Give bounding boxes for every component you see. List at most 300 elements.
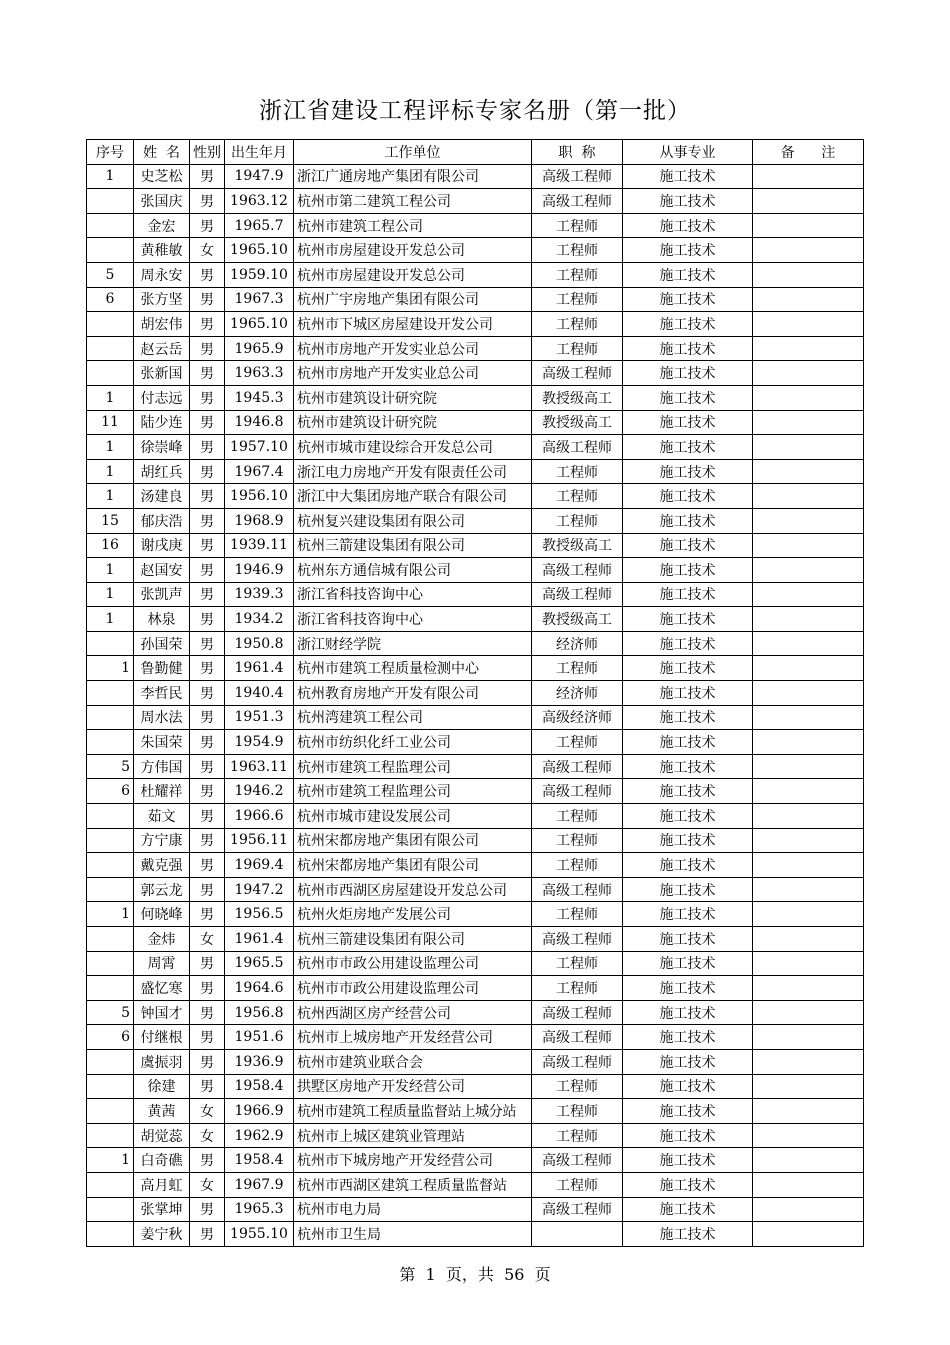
cell-title: 工程师 [532,287,623,312]
cell-remark [753,164,864,189]
cell-name: 郁庆浩 [134,508,190,533]
cell-seq [87,1123,134,1148]
cell-unit: 杭州市房地产开发实业总公司 [294,336,532,361]
cell-gender: 男 [190,262,225,287]
cell-seq [87,1074,134,1099]
page-title: 浙江省建设工程评标专家名册（第一批） [259,98,691,124]
cell-unit: 杭州教育房地产开发有限公司 [294,681,532,706]
cell-seq [87,238,134,263]
cell-gender: 男 [190,361,225,386]
cell-birth: 1969.4 [225,853,294,878]
cell-remark [753,1074,864,1099]
cell-unit: 杭州市建筑设计研究院 [294,385,532,410]
table-row [87,262,864,287]
cell-birth: 1939.3 [225,582,294,607]
table-row [87,1172,864,1197]
cell-birth: 1963.11 [225,754,294,779]
cell-unit: 杭州复兴建设集团有限公司 [294,508,532,533]
cell-remark [753,631,864,656]
cell-name: 汤建良 [134,484,190,509]
cell-gender: 男 [190,484,225,509]
cell-birth: 1954.9 [225,730,294,755]
cell-seq [87,631,134,656]
cell-seq: 16 [87,533,134,558]
header-remark: 备 注 [753,140,864,165]
cell-remark [753,877,864,902]
cell-unit: 杭州市西湖区建筑工程质量监督站 [294,1172,532,1197]
cell-title: 工程师 [532,484,623,509]
cell-specialty: 施工技术 [623,730,753,755]
cell-unit: 杭州宋都房地产集团有限公司 [294,828,532,853]
table-row [87,385,864,410]
cell-name: 茹文 [134,804,190,829]
cell-specialty: 施工技术 [623,336,753,361]
table-row [87,730,864,755]
cell-remark [753,1000,864,1025]
cell-gender: 男 [190,705,225,730]
cell-title: 工程师 [532,1099,623,1124]
table-row [87,533,864,558]
cell-title: 工程师 [532,804,623,829]
cell-title: 工程师 [532,951,623,976]
cell-specialty: 施工技术 [623,1074,753,1099]
table-row [87,631,864,656]
cell-birth: 1951.6 [225,1025,294,1050]
cell-birth: 1956.5 [225,902,294,927]
cell-title: 高级工程师 [532,189,623,214]
cell-seq: 1 [87,582,134,607]
cell-title: 教授级高工 [532,533,623,558]
cell-name: 付志远 [134,385,190,410]
cell-gender: 男 [190,656,225,681]
cell-birth: 1961.4 [225,927,294,952]
cell-birth: 1946.9 [225,558,294,583]
cell-remark [753,853,864,878]
cell-birth: 1965.9 [225,336,294,361]
cell-title: 高级工程师 [532,361,623,386]
cell-title: 工程师 [532,730,623,755]
table-row [87,213,864,238]
cell-birth: 1950.8 [225,631,294,656]
table-row [87,804,864,829]
cell-remark [753,361,864,386]
table-row [87,484,864,509]
cell-name: 朱国荣 [134,730,190,755]
cell-remark [753,262,864,287]
cell-name: 付继根 [134,1025,190,1050]
table-row [87,459,864,484]
cell-specialty: 施工技术 [623,1197,753,1222]
cell-seq [87,853,134,878]
cell-birth: 1965.10 [225,312,294,337]
cell-gender: 男 [190,459,225,484]
table-row [87,1197,864,1222]
cell-unit: 杭州市建筑设计研究院 [294,410,532,435]
cell-specialty: 施工技术 [623,828,753,853]
cell-gender: 男 [190,681,225,706]
cell-remark [753,976,864,1001]
cell-name: 高月虹 [134,1172,190,1197]
cell-title: 工程师 [532,828,623,853]
cell-remark [753,533,864,558]
cell-title [532,1222,623,1247]
cell-title: 高级工程师 [532,1197,623,1222]
cell-birth: 1967.9 [225,1172,294,1197]
cell-birth: 1967.4 [225,459,294,484]
cell-seq [87,705,134,730]
cell-unit: 拱墅区房地产开发经营公司 [294,1074,532,1099]
table-row [87,1000,864,1025]
cell-specialty: 施工技术 [623,508,753,533]
table-row [87,607,864,632]
cell-birth: 1956.11 [225,828,294,853]
cell-seq [87,189,134,214]
cell-remark [753,508,864,533]
cell-name: 钟国才 [134,1000,190,1025]
cell-birth: 1966.6 [225,804,294,829]
cell-gender: 女 [190,1123,225,1148]
cell-seq: 6 [87,287,134,312]
cell-birth: 1963.12 [225,189,294,214]
cell-birth: 1957.10 [225,435,294,460]
cell-specialty: 施工技术 [623,213,753,238]
cell-name: 胡红兵 [134,459,190,484]
cell-name: 金炜 [134,927,190,952]
cell-gender: 男 [190,410,225,435]
cell-unit: 浙江电力房地产开发有限责任公司 [294,459,532,484]
table-row [87,410,864,435]
cell-title: 高级工程师 [532,558,623,583]
cell-specialty: 施工技术 [623,681,753,706]
cell-name: 张掌坤 [134,1197,190,1222]
cell-remark [753,1123,864,1148]
cell-gender: 女 [190,1099,225,1124]
cell-remark [753,927,864,952]
cell-specialty: 施工技术 [623,1148,753,1173]
cell-gender: 男 [190,582,225,607]
cell-specialty: 施工技术 [623,558,753,583]
cell-remark [753,1148,864,1173]
cell-name: 黄茜 [134,1099,190,1124]
cell-seq [87,336,134,361]
cell-name: 张新国 [134,361,190,386]
cell-unit: 杭州市市政公用建设监理公司 [294,951,532,976]
cell-gender: 男 [190,287,225,312]
cell-seq [87,951,134,976]
header-unit: 工作单位 [294,140,532,165]
cell-gender: 男 [190,312,225,337]
cell-gender: 男 [190,877,225,902]
cell-gender: 女 [190,238,225,263]
cell-remark [753,558,864,583]
table-row [87,779,864,804]
cell-unit: 浙江省科技咨询中心 [294,607,532,632]
cell-name: 金宏 [134,213,190,238]
cell-birth: 1965.10 [225,238,294,263]
cell-unit: 杭州市房屋建设开发总公司 [294,262,532,287]
cell-remark [753,656,864,681]
cell-birth: 1958.4 [225,1148,294,1173]
cell-remark [753,730,864,755]
cell-name: 周永安 [134,262,190,287]
cell-name: 赵国安 [134,558,190,583]
cell-seq: 1 [87,558,134,583]
cell-gender: 男 [190,558,225,583]
cell-title: 教授级高工 [532,410,623,435]
cell-remark [753,1222,864,1247]
cell-unit: 杭州市电力局 [294,1197,532,1222]
cell-birth: 1968.9 [225,508,294,533]
table-row [87,287,864,312]
cell-specialty: 施工技术 [623,459,753,484]
cell-birth: 1962.9 [225,1123,294,1148]
cell-specialty: 施工技术 [623,164,753,189]
cell-name: 张方坚 [134,287,190,312]
table-row [87,336,864,361]
cell-title: 工程师 [532,1074,623,1099]
cell-birth: 1966.9 [225,1099,294,1124]
cell-seq [87,213,134,238]
cell-title: 工程师 [532,238,623,263]
cell-seq: 1 [87,164,134,189]
cell-name: 戴克强 [134,853,190,878]
cell-unit: 杭州市房地产开发实业总公司 [294,361,532,386]
cell-specialty: 施工技术 [623,1172,753,1197]
cell-title: 工程师 [532,656,623,681]
cell-specialty: 施工技术 [623,976,753,1001]
cell-title: 工程师 [532,508,623,533]
cell-remark [753,902,864,927]
cell-seq [87,730,134,755]
cell-name: 张凯声 [134,582,190,607]
cell-gender: 男 [190,976,225,1001]
cell-remark [753,681,864,706]
cell-seq: 15 [87,508,134,533]
cell-gender: 男 [190,902,225,927]
cell-birth: 1958.4 [225,1074,294,1099]
header-seq: 序号 [87,140,134,165]
table-row [87,312,864,337]
cell-name: 杜耀祥 [134,779,190,804]
cell-birth: 1956.10 [225,484,294,509]
table-row [87,508,864,533]
cell-seq [87,1099,134,1124]
cell-birth: 1947.2 [225,877,294,902]
table-row [87,582,864,607]
cell-specialty: 施工技术 [623,1123,753,1148]
cell-birth: 1967.3 [225,287,294,312]
table-row [87,951,864,976]
cell-unit: 浙江财经学院 [294,631,532,656]
cell-title: 高级工程师 [532,582,623,607]
cell-gender: 男 [190,1197,225,1222]
cell-specialty: 施工技术 [623,705,753,730]
table-row [87,853,864,878]
table-row [87,976,864,1001]
table-row [87,189,864,214]
cell-name: 谢戌庚 [134,533,190,558]
cell-unit: 杭州三箭建设集团有限公司 [294,533,532,558]
cell-remark [753,459,864,484]
cell-remark [753,754,864,779]
cell-title: 工程师 [532,262,623,287]
cell-name: 郭云龙 [134,877,190,902]
cell-title: 高级工程师 [532,435,623,460]
cell-title: 工程师 [532,1172,623,1197]
cell-seq [87,828,134,853]
cell-title: 工程师 [532,312,623,337]
cell-gender: 男 [190,804,225,829]
cell-name: 姜宁秋 [134,1222,190,1247]
cell-unit: 杭州市上城房地产开发经营公司 [294,1025,532,1050]
table-row [87,927,864,952]
table-row [87,902,864,927]
cell-title: 高级工程师 [532,164,623,189]
table-row [87,1074,864,1099]
cell-birth: 1965.5 [225,951,294,976]
table-row [87,238,864,263]
table-row [87,1049,864,1074]
cell-name: 何晓峰 [134,902,190,927]
cell-gender: 男 [190,779,225,804]
cell-specialty: 施工技术 [623,533,753,558]
cell-remark [753,779,864,804]
cell-specialty: 施工技术 [623,877,753,902]
cell-birth: 1947.9 [225,164,294,189]
cell-seq: 1 [87,385,134,410]
cell-name: 方宁康 [134,828,190,853]
cell-specialty: 施工技术 [623,656,753,681]
cell-birth: 1951.3 [225,705,294,730]
cell-name: 胡觉蕊 [134,1123,190,1148]
cell-gender: 男 [190,951,225,976]
cell-specialty: 施工技术 [623,238,753,263]
cell-specialty: 施工技术 [623,484,753,509]
cell-gender: 男 [190,754,225,779]
cell-seq [87,976,134,1001]
cell-remark [753,1025,864,1050]
cell-specialty: 施工技术 [623,754,753,779]
cell-title: 工程师 [532,853,623,878]
cell-name: 孙国荣 [134,631,190,656]
cell-unit: 浙江省科技咨询中心 [294,582,532,607]
cell-title: 工程师 [532,976,623,1001]
header-gender: 性别 [190,140,225,165]
header-title: 职 称 [532,140,623,165]
cell-unit: 杭州市第二建筑工程公司 [294,189,532,214]
cell-remark [753,189,864,214]
cell-birth: 1964.6 [225,976,294,1001]
cell-birth: 1963.3 [225,361,294,386]
cell-specialty: 施工技术 [623,189,753,214]
cell-birth: 1939.11 [225,533,294,558]
cell-gender: 男 [190,385,225,410]
cell-unit: 浙江广通房地产集团有限公司 [294,164,532,189]
cell-remark [753,705,864,730]
cell-unit: 杭州东方通信城有限公司 [294,558,532,583]
cell-seq: 1 [87,459,134,484]
cell-specialty: 施工技术 [623,410,753,435]
cell-birth: 1946.2 [225,779,294,804]
cell-unit: 杭州火炬房地产发展公司 [294,902,532,927]
cell-title: 教授级高工 [532,607,623,632]
cell-seq: 1 [87,484,134,509]
cell-gender: 女 [190,927,225,952]
cell-birth: 1965.7 [225,213,294,238]
table-header-row [87,140,864,165]
table-row [87,754,864,779]
cell-remark [753,410,864,435]
cell-specialty: 施工技术 [623,951,753,976]
cell-seq: 5 [87,754,134,779]
cell-birth: 1934.2 [225,607,294,632]
cell-remark [753,582,864,607]
cell-specialty: 施工技术 [623,312,753,337]
cell-unit: 浙江中大集团房地产联合有限公司 [294,484,532,509]
cell-name: 周水法 [134,705,190,730]
cell-specialty: 施工技术 [623,385,753,410]
cell-title: 工程师 [532,459,623,484]
cell-gender: 男 [190,1049,225,1074]
cell-unit: 杭州市下城区房屋建设开发公司 [294,312,532,337]
cell-gender: 男 [190,828,225,853]
cell-name: 张国庆 [134,189,190,214]
cell-specialty: 施工技术 [623,927,753,952]
cell-specialty: 施工技术 [623,1222,753,1247]
cell-name: 白奇礁 [134,1148,190,1173]
cell-birth: 1955.10 [225,1222,294,1247]
cell-gender: 男 [190,1025,225,1050]
header-specialty: 从事专业 [623,140,753,165]
cell-unit: 杭州广宇房地产集团有限公司 [294,287,532,312]
cell-specialty: 施工技术 [623,262,753,287]
table-row [87,435,864,460]
table-row [87,1099,864,1124]
cell-specialty: 施工技术 [623,1099,753,1124]
cell-unit: 杭州市下城房地产开发经营公司 [294,1148,532,1173]
cell-name: 史芝松 [134,164,190,189]
cell-gender: 男 [190,508,225,533]
table-row [87,1025,864,1050]
table-row [87,164,864,189]
cell-name: 林泉 [134,607,190,632]
cell-unit: 杭州市市政公用建设监理公司 [294,976,532,1001]
table-row [87,656,864,681]
cell-name: 胡宏伟 [134,312,190,337]
table-row [87,361,864,386]
cell-unit: 杭州西湖区房产经营公司 [294,1000,532,1025]
table-row [87,558,864,583]
cell-specialty: 施工技术 [623,804,753,829]
cell-unit: 杭州市卫生局 [294,1222,532,1247]
header-name: 姓 名 [134,140,190,165]
cell-gender: 男 [190,1222,225,1247]
cell-birth: 1940.4 [225,681,294,706]
cell-seq [87,877,134,902]
cell-seq [87,1172,134,1197]
cell-unit: 杭州市城市建设综合开发总公司 [294,435,532,460]
cell-title: 高级工程师 [532,927,623,952]
cell-unit: 杭州市城市建设发展公司 [294,804,532,829]
cell-unit: 杭州市上城区建筑业管理站 [294,1123,532,1148]
cell-title: 高级工程师 [532,1049,623,1074]
cell-remark [753,287,864,312]
cell-unit: 杭州三箭建设集团有限公司 [294,927,532,952]
cell-name: 徐建 [134,1074,190,1099]
cell-seq [87,927,134,952]
table-row [87,1148,864,1173]
cell-unit: 杭州湾建筑工程公司 [294,705,532,730]
